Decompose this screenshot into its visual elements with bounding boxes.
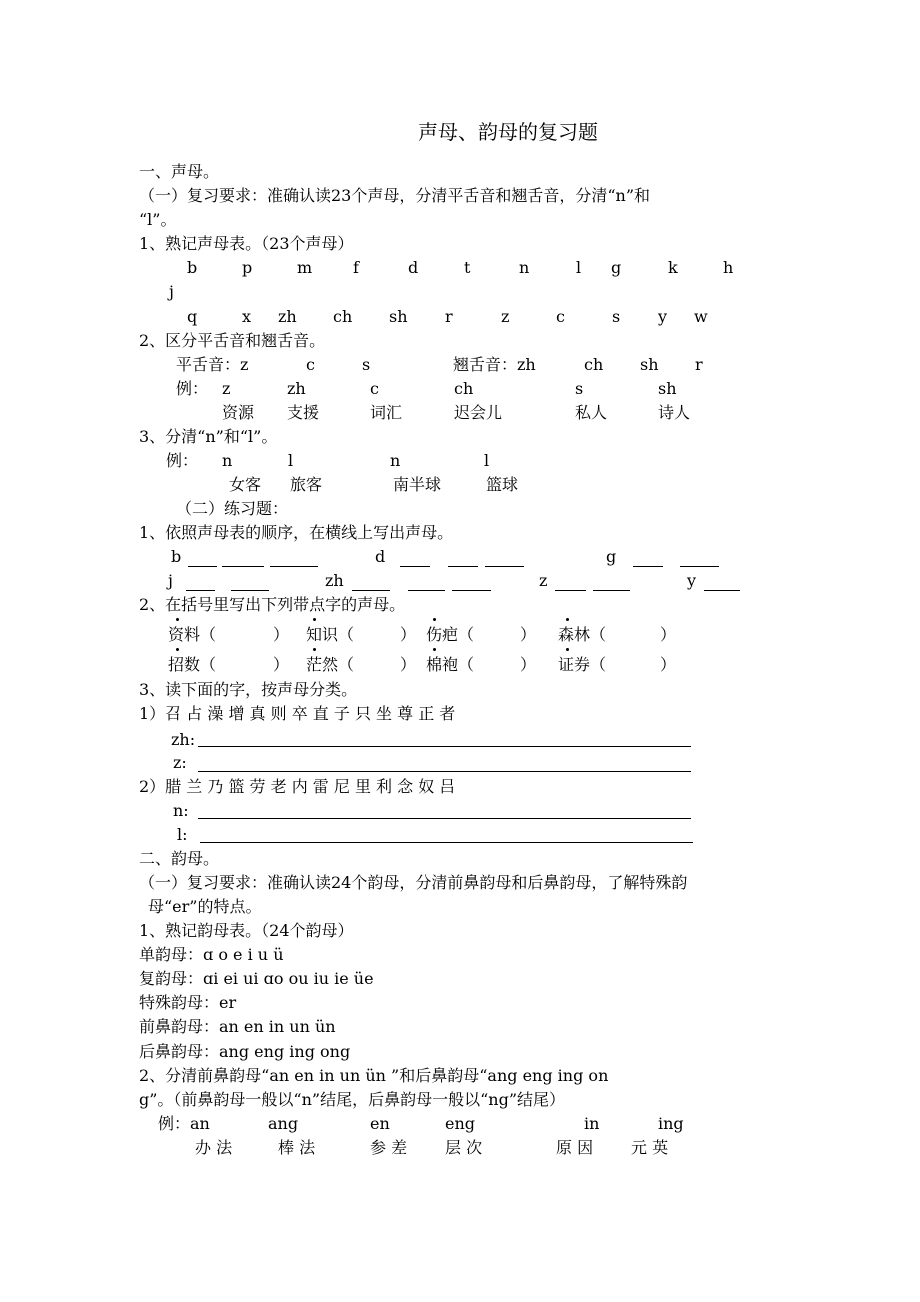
requirement-line: “l”。 xyxy=(139,210,177,229)
category-label: zh: xyxy=(171,730,196,749)
initial-letter: n xyxy=(519,258,530,277)
exercise-instruction: 1、依照声母表的顺序，在横线上写出声母。 xyxy=(139,523,454,542)
exercise-instruction: 3、读下面的字，按声母分类。 xyxy=(139,680,358,699)
answer-blank[interactable] xyxy=(485,566,524,567)
bracket-close: ） xyxy=(400,625,417,644)
emphasis-dot xyxy=(566,648,569,651)
example-word: 元 英 xyxy=(631,1138,669,1157)
requirement-line: （一）复习要求：准确认读23个声母，分清平舌音和翘舌音，分清“n”和 xyxy=(139,186,651,205)
word-with-bracket: 招数（ xyxy=(168,655,217,674)
initial-letter: q xyxy=(187,307,198,326)
example-word: 办 法 xyxy=(195,1138,233,1157)
initial-letter: f xyxy=(353,258,359,277)
character-list: 1）召 占 澡 增 真 则 卒 直 子 只 坐 尊 正 者 xyxy=(139,704,456,723)
example-word: 旅客 xyxy=(290,475,323,494)
emphasis-dot xyxy=(176,618,179,621)
initial-letter: r xyxy=(445,307,453,326)
emphasis-dot xyxy=(433,648,436,651)
example-word: 篮球 xyxy=(486,475,519,494)
item-heading: 1、熟记韵母表。（24个韵母） xyxy=(139,921,354,940)
example-word: 支援 xyxy=(287,403,320,422)
answer-blank[interactable] xyxy=(704,590,740,591)
exercise-instruction: 2、在括号里写出下列带点字的声母。 xyxy=(139,595,406,614)
initial-letter: z xyxy=(501,307,510,326)
item-heading: 2、区分平舌音和翘舌音。 xyxy=(139,331,326,350)
initial-letter: c xyxy=(306,355,315,374)
practice-heading: （二）练习题： xyxy=(176,499,289,518)
initial-letter: y xyxy=(658,307,668,326)
example-label: 例： xyxy=(166,451,199,470)
answer-line[interactable] xyxy=(198,771,691,772)
curled-tongue-label: 翘舌音：zh xyxy=(453,355,536,374)
given-letter: g xyxy=(606,547,617,566)
answer-blank[interactable] xyxy=(222,566,264,567)
answer-blank[interactable] xyxy=(593,590,630,591)
initial-letter: c xyxy=(556,307,565,326)
emphasis-dot xyxy=(313,618,316,621)
initial-letter: b xyxy=(187,258,198,277)
example-final: eng xyxy=(445,1114,476,1133)
initial-letter: h xyxy=(723,258,734,277)
example-word: 南半球 xyxy=(393,475,442,494)
section-heading-initials: 一、声母。 xyxy=(139,162,220,181)
word-with-bracket: 棉袍（ xyxy=(426,655,475,674)
item-heading-cont: g”。（前鼻韵母一般以“n”结尾，后鼻韵母一般以“ng”结尾） xyxy=(139,1090,565,1109)
bracket-close: ） xyxy=(660,655,677,674)
bracket-close: ） xyxy=(520,625,537,644)
word-with-bracket: 资料（ xyxy=(168,625,217,644)
initial-letter: sh xyxy=(389,307,408,326)
initial-letter: d xyxy=(408,258,419,277)
example-sound: zh xyxy=(287,379,306,398)
example-sound: z xyxy=(222,379,231,398)
front-nasal-finals: 前鼻韵母：an en in un ün xyxy=(139,1017,336,1036)
example-sound: c xyxy=(370,379,379,398)
example-sound: n xyxy=(222,451,233,470)
bracket-close: ） xyxy=(660,625,677,644)
item-heading: 3、分清“n”和“l”。 xyxy=(139,427,278,446)
initial-letter: p xyxy=(242,258,253,277)
back-nasal-finals: 后鼻韵母：ang eng ing ong xyxy=(139,1042,351,1061)
emphasis-dot xyxy=(313,648,316,651)
example-sound: sh xyxy=(658,379,677,398)
character-list: 2）腊 兰 乃 篮 劳 老 内 雷 尼 里 利 念 奴 吕 xyxy=(139,777,456,796)
example-sound: s xyxy=(575,379,584,398)
initial-letter: r xyxy=(695,355,703,374)
answer-blank[interactable] xyxy=(408,590,445,591)
word-with-bracket: 知识（ xyxy=(306,625,355,644)
initial-letter: s xyxy=(612,307,621,326)
example-word: 层 次 xyxy=(445,1138,483,1157)
emphasis-dot xyxy=(433,618,436,621)
word-with-bracket: 伤疤（ xyxy=(426,625,475,644)
example-final: ang xyxy=(268,1114,299,1133)
initial-letter: sh xyxy=(640,355,659,374)
flat-tongue-label: 平舌音：z xyxy=(176,355,249,374)
example-label: 例： xyxy=(176,379,209,398)
compound-finals: 复韵母：ɑi ei ui ɑo ou iu ie üe xyxy=(139,969,374,988)
page-title: 声母、韵母的复习题 xyxy=(418,120,598,144)
answer-blank[interactable] xyxy=(352,590,390,591)
initial-letter: k xyxy=(668,258,678,277)
bracket-close: ） xyxy=(273,625,290,644)
emphasis-dot xyxy=(176,648,179,651)
initial-letter: s xyxy=(362,355,371,374)
initial-letter: j xyxy=(169,282,174,301)
answer-blank[interactable] xyxy=(452,590,491,591)
example-word: 迟会儿 xyxy=(454,403,503,422)
item-heading: 1、熟记声母表。（23个声母） xyxy=(139,234,354,253)
example-word: 女客 xyxy=(229,475,262,494)
initial-letter: w xyxy=(694,307,708,326)
example-sound: l xyxy=(288,451,294,470)
example-final: en xyxy=(370,1114,390,1133)
example-sound: n xyxy=(390,451,401,470)
example-final: in xyxy=(584,1114,600,1133)
example-sound: ch xyxy=(454,379,474,398)
bracket-close: ） xyxy=(400,655,417,674)
answer-blank[interactable] xyxy=(448,566,478,567)
example-word: 词汇 xyxy=(370,403,403,422)
initial-letter: ch xyxy=(584,355,604,374)
single-finals: 单韵母：ɑ o e i u ü xyxy=(139,945,284,964)
initial-letter: g xyxy=(611,258,622,277)
answer-blank[interactable] xyxy=(633,566,663,567)
requirement-line: 母“er”的特点。 xyxy=(148,897,262,916)
example-sound: l xyxy=(484,451,490,470)
emphasis-dot xyxy=(566,618,569,621)
initial-letter: t xyxy=(464,258,471,277)
answer-line[interactable] xyxy=(200,842,693,843)
answer-blank[interactable] xyxy=(270,566,318,567)
initial-letter: zh xyxy=(278,307,297,326)
answer-blank[interactable] xyxy=(680,566,719,567)
section-heading-finals: 二、韵母。 xyxy=(139,849,220,868)
answer-blank[interactable] xyxy=(555,590,586,591)
item-heading: 2、分清前鼻韵母“an en in un ün ”和后鼻韵母“ang eng ing on xyxy=(139,1066,609,1085)
example-label: 例：an xyxy=(158,1114,210,1133)
word-with-bracket: 茫然（ xyxy=(306,655,355,674)
category-label: l: xyxy=(177,825,188,844)
given-letter: y xyxy=(687,571,697,590)
special-final: 特殊韵母：er xyxy=(139,993,237,1012)
initial-letter: ch xyxy=(333,307,353,326)
given-letter: d xyxy=(375,547,386,566)
initial-letter: x xyxy=(242,307,252,326)
answer-line[interactable] xyxy=(198,746,691,747)
given-letter: z xyxy=(539,571,548,590)
example-word: 棒 法 xyxy=(278,1138,316,1157)
word-with-bracket: 证券（ xyxy=(558,655,607,674)
example-word: 私人 xyxy=(575,403,608,422)
category-label: z: xyxy=(173,753,187,772)
answer-blank[interactable] xyxy=(188,566,217,567)
category-label: n: xyxy=(173,801,189,820)
given-letter: b xyxy=(171,547,182,566)
bracket-close: ） xyxy=(273,655,290,674)
given-letter: j xyxy=(168,571,173,590)
word-with-bracket: 森林（ xyxy=(558,625,607,644)
answer-blank[interactable] xyxy=(400,566,430,567)
answer-line[interactable] xyxy=(198,818,691,819)
given-letter: zh xyxy=(325,571,344,590)
example-final: ing xyxy=(658,1114,684,1133)
bracket-close: ） xyxy=(520,655,537,674)
example-word: 原 因 xyxy=(556,1138,594,1157)
initial-letter: m xyxy=(297,258,313,277)
example-word: 参 差 xyxy=(370,1138,408,1157)
answer-blank[interactable] xyxy=(186,590,215,591)
example-word: 诗人 xyxy=(658,403,691,422)
requirement-line: （一）复习要求：准确认读24个韵母，分清前鼻韵母和后鼻韵母，了解特殊韵 xyxy=(139,873,688,892)
answer-blank[interactable] xyxy=(231,590,269,591)
example-word: 资源 xyxy=(222,403,255,422)
initial-letter: l xyxy=(576,258,582,277)
